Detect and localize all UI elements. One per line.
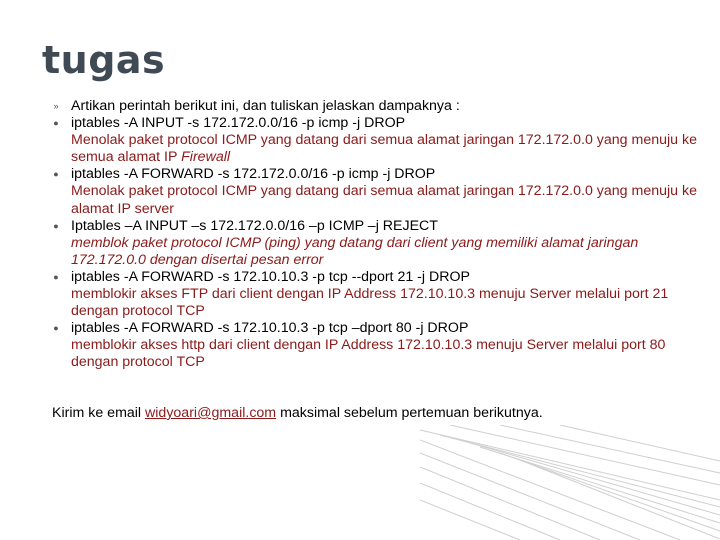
list-item [50,320,700,371]
footer-suffix: maksimal sebelum pertemuan berikutnya. [276,405,543,421]
command-text: iptables -A INPUT -s 172.172.0.0/16 -p icmp -j DROP [71,115,406,132]
list-item [50,218,700,269]
double-chevron-icon: » [53,101,59,111]
dot-bullet-icon: ● [53,118,59,129]
page-title: tugas [42,38,166,82]
footer-prefix: Kirim ke email [52,405,146,421]
description-text: memblok paket protocol ICMP (ping) yang datang dari client yang memiliki alamat jaringan 172.172.0.0 dengan disertai pesan error [71,234,639,268]
description-emphasis: Firewall [181,149,231,166]
dot-bullet-icon: ● [53,220,59,231]
command-text: iptables -A FORWARD -s 172.172.0.0/16 -p icmp -j DROP [71,166,436,183]
description-text: memblokir akses FTP dari client dengan IP Address 172.10.10.3 menuju Server melalui port 21 dengan protocol TCP [71,286,669,320]
decorative-lines [420,425,720,540]
description-text: Menolak paket protocol ICMP yang datang dari semua alamat jaringan 172.172.0.0 yang menuju ke alamat IP server [71,183,697,217]
description-text [71,132,700,166]
description-main: Menolak paket protocol ICMP yang datang dari semua alamat jaringan 172.172.0.0 yang menuju ke semua alamat IP [71,132,697,166]
footer-note [52,405,543,422]
intro-text: Artikan perintah berikut ini, dan tuliskan jelaskan dampaknya : [71,98,460,114]
task-list [50,98,700,372]
list-item [50,269,700,320]
command-text: iptables -A FORWARD -s 172.10.10.3 -p tcp --dport 21 -j DROP [71,268,470,285]
list-item [50,166,700,217]
dot-bullet-icon: ● [53,169,59,180]
email-link[interactable]: widyoari@gmail.com [145,405,277,421]
command-text: Iptables –A INPUT –s 172.172.0.0/16 –p ICMP –j REJECT [71,217,438,234]
dot-bullet-icon: ● [53,271,59,282]
dot-bullet-icon: ● [53,323,59,334]
command-text: iptables -A FORWARD -s 172.10.10.3 -p tcp –dport 80 -j DROP [71,320,469,337]
description-text: memblokir akses http dari client dengan IP Address 172.10.10.3 menuju Server melalui port 80 dengan protocol TCP [71,337,666,371]
list-item-intro [50,98,700,115]
list-item [50,115,700,166]
